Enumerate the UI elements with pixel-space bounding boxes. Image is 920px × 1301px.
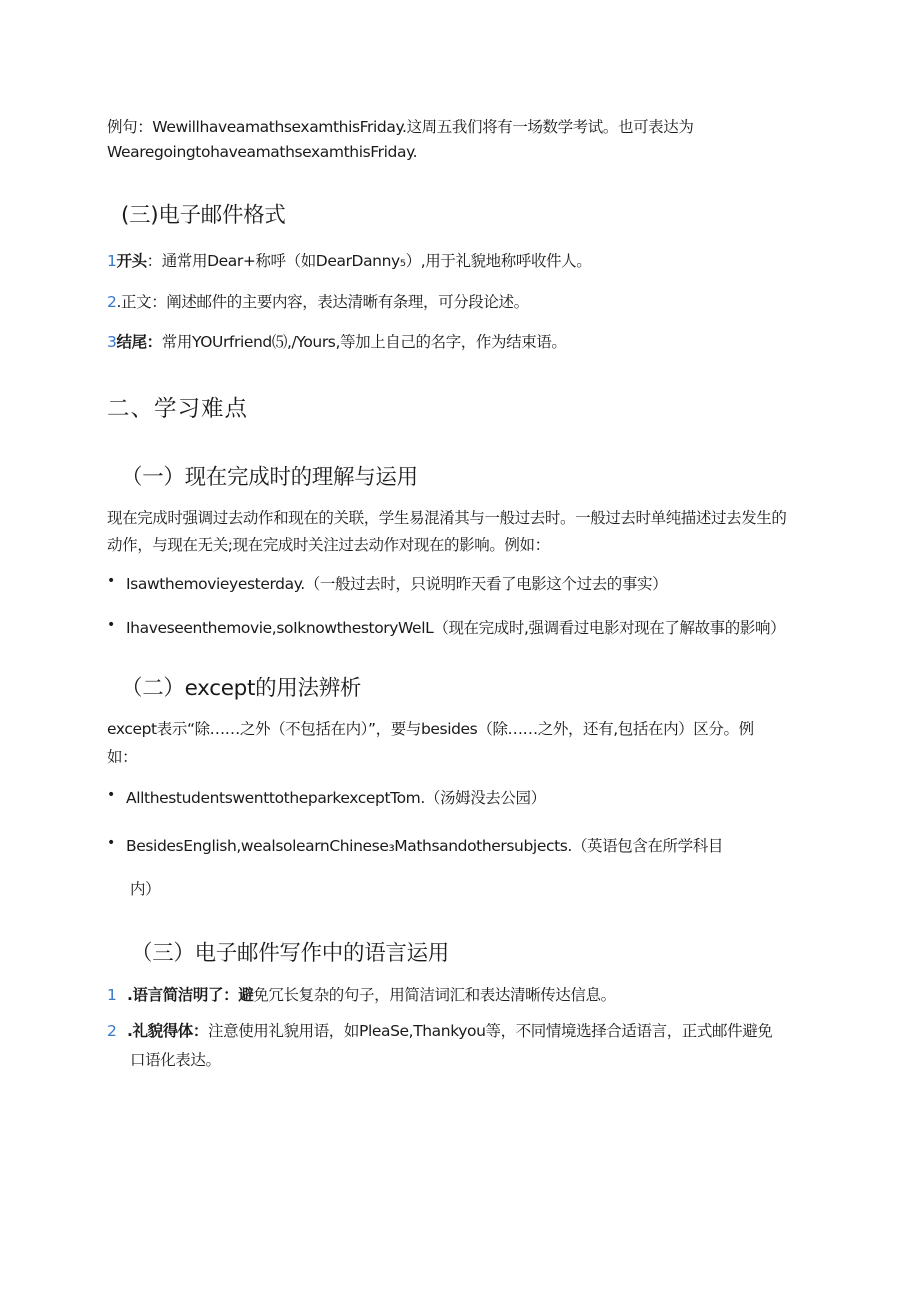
item-text: 常用YOUrfriend⑸,/Yours,等加上自己的名字，作为结束语。 xyxy=(161,333,567,351)
email-language-item-2 xyxy=(107,1019,772,1041)
item-number: 2 xyxy=(107,1022,117,1040)
bullet-icon: • xyxy=(107,617,116,633)
bullet-icon: • xyxy=(107,787,116,803)
item-text: 注意使用礼貌用语，如PleaSe,Thankyou等，不同情境选择合适语言，正式邮件避免 xyxy=(208,1022,773,1040)
present-perfect-para-line-1: 现在完成时强调过去动作和现在的关联，学生易混淆其与一般过去时。一般过去时单纯描述过去发生的 xyxy=(107,509,787,527)
email-language-item-2-cont: 口语化表达。 xyxy=(130,1051,221,1069)
email-format-item-1 xyxy=(107,249,591,271)
email-language-item-1 xyxy=(107,983,616,1005)
item-label: 结尾： xyxy=(116,333,162,351)
item-number: 1 xyxy=(107,986,117,1004)
item-number: 2 xyxy=(107,293,117,311)
email-format-item-2 xyxy=(107,290,529,312)
present-perfect-heading: （一）现在完成时的理解与运用 xyxy=(121,465,418,490)
email-language-heading: （三）电子邮件写作中的语言运用 xyxy=(131,941,450,966)
item-text: 免冗长复杂的句子，用简洁词汇和表达清晰传达信息。 xyxy=(253,986,616,1004)
except-para-line-2: 如： xyxy=(107,748,138,766)
example-line-2: WearegoingtohaveamathsexamthisFriday. xyxy=(107,143,418,161)
item-label: .语言简洁明了：避 xyxy=(127,986,254,1004)
present-perfect-para-line-2: 动作，与现在无关;现在完成时关注过去动作对现在的影响。例如： xyxy=(107,536,550,554)
present-perfect-bullet-2: Ihaveseenthemovie,soIknowthestoryWelL（现在完成时,强调看过电影对现在了解故事的影响） xyxy=(126,619,786,637)
item-number: 3 xyxy=(107,333,117,351)
bullet-icon: • xyxy=(107,835,116,851)
difficulties-heading: 二、学习难点 xyxy=(107,396,249,422)
except-heading: （二）except的用法辨析 xyxy=(121,676,362,701)
email-format-item-3 xyxy=(107,330,567,352)
except-bullet-1: AllthestudentswenttotheparkexceptTom.（汤姆没去公园） xyxy=(126,789,546,807)
example-line-1: 例句：WewillhaveamathsexamthisFriday.这周五我们将有一场数学考试。也可表达为 xyxy=(107,118,694,136)
item-label: .礼貌得体： xyxy=(127,1022,208,1040)
item-text: ：通常用Dear+称呼（如DearDanny₅）,用于礼貌地称呼收件人。 xyxy=(146,252,592,270)
email-format-heading: (三)电子邮件格式 xyxy=(121,203,286,228)
except-bullet-2: BesidesEnglish,wealsolearnChinese₃Mathsandothersubjects.（英语包含在所学科目 xyxy=(126,837,723,855)
item-label: 开头 xyxy=(116,252,147,270)
item-number: 1 xyxy=(107,252,117,270)
item-text: ：阐述邮件的主要内容，表达清晰有条理，可分段论述。 xyxy=(151,293,529,311)
except-para-line-1: except表示“除……之外（不包括在内）”，要与besides（除……之外，还有,包括在内）区分。例 xyxy=(107,720,754,738)
present-perfect-bullet-1: Isawthemovieyesterday.（一般过去时，只说明昨天看了电影这个过去的事实） xyxy=(126,575,668,593)
except-bullet-2-cont: 内） xyxy=(130,880,161,898)
bullet-icon: • xyxy=(107,573,116,589)
item-label: .正文 xyxy=(116,293,152,311)
